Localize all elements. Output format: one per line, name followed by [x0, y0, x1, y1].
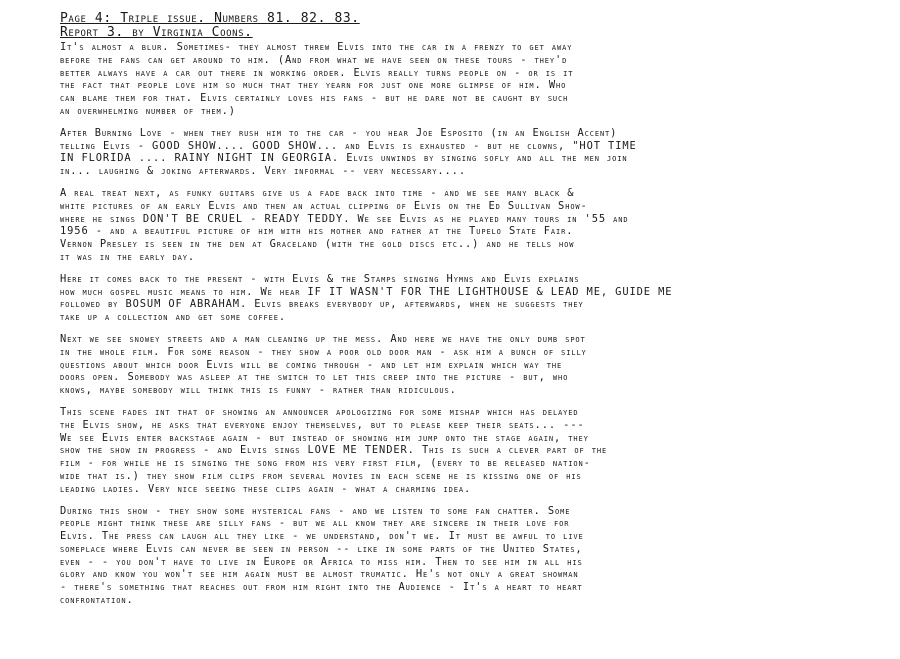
text-line: It's almost a blur. Sometimes- they almost threw Elvis into the car in a frenzy to get away — [60, 41, 573, 53]
text-line: Elvis. The press can laugh all they like - we understand, don't we. It must be awful to live — [60, 530, 584, 543]
text-line: knows, maybe somebody will think this is funny - rather than ridiculous. — [60, 384, 457, 397]
text-line: even - - you don't have to live in Europe or Africa to miss him. Then to see him in all his — [60, 555, 583, 568]
text-line: can blame them for that. Elvis certainly loves his fans - but he dare not be caught by such — [60, 92, 569, 105]
text-line: where he sings DON'T BE CRUEL - READY TEDDY. We see Elvis as he played many tours in '55 and — [60, 212, 629, 225]
paragraph — [60, 273, 864, 324]
text-line: before the fans can get around to him. (And from what we have seen on these tours - they'd — [60, 53, 568, 66]
text-line: leading ladies. Very nice seeing these clips again - what a charming idea. — [60, 482, 472, 495]
text-line: the Elvis show, he asks that everyone enjoy themselves, but to please keep their seats... --- — [60, 418, 585, 431]
text-line: - there's something that reaches out from him right into the Audience - It's a heart to heart — [60, 581, 583, 594]
text-line: people might think these are silly fans - but we all know they are sincere in their love for — [60, 517, 570, 530]
text-line: film - for while he is singing the song from his very first film, (every to be released nation- — [60, 457, 591, 470]
text-line: This scene fades int that of showing an announcer apologizing for some mishap which has delayed — [60, 405, 579, 418]
text-line: an overwhelming number of them.) — [60, 104, 236, 117]
text-line: in the whole film. For some reason - they show a poor old door man - ask him a bunch of silly — [60, 345, 587, 358]
text-line: someplace where Elvis can never be seen in person -- like in some parts of the United States, — [60, 542, 583, 555]
paragraph — [60, 333, 864, 397]
paragraph — [60, 406, 864, 496]
text-line: During this show - they show some hysterical fans - and we listen to some fan chatter. Some — [60, 504, 571, 517]
text-line: how much gospel music means to him. We hear IF IT WASN'T FOR THE LIGHTHOUSE & LEAD ME, GUIDE ME — [60, 285, 673, 298]
text-line: Next we see snowey streets and a man cleaning up the mess. And here we have the only dumb spot — [60, 332, 586, 345]
text-line: questions about which door Elvis will be coming through - and let him explain which way the — [60, 358, 563, 371]
text-line: better always have a car out there in working order. Elvis really turns people on - or is it — [60, 66, 574, 79]
text-line: show the show in progress - and Elvis sings LOVE ME TENDER. This is such a clever part of the — [60, 444, 608, 457]
text-line: IN FLORIDA .... RAINY NIGHT IN GEORGIA. Elvis unwinds by singing sofly and all the men join — [60, 152, 628, 165]
text-line: A real treat next, as funky guitars give us a fade back into time - and we see many black & — [60, 186, 575, 199]
text-line: it was in the early day. — [60, 250, 195, 263]
text-line: wide that is.) they show film clips from several movies in each scene he is kissing one of his — [60, 469, 582, 482]
text-line: white pictures of an early Elvis and then an actual clipping of Elvis on the Ed Sullivan Show- — [60, 199, 588, 212]
text-line: Here it comes back to the present - with Elvis & the Stamps singing Hymns and Elvis explains — [60, 272, 580, 285]
paragraph — [60, 505, 864, 607]
text-line: the fact that people love him so much that they yearn for just one more glimpse of him. Who — [60, 79, 567, 92]
text-line: glory and know you won't see him again must be almost trumatic. He's not only a great showman — [60, 568, 579, 581]
text-line: followed by BOSUM OF ABRAHAM. Elvis breaks everybody up, afterwards, when he suggests they — [60, 298, 584, 311]
report-byline: Report 3. by Virginia Coons. — [60, 25, 253, 40]
text-line: in... laughing & joking afterwards. Very informal -- very necessary.... — [60, 165, 466, 178]
text-line: confrontation. — [60, 594, 134, 607]
text-line: After Burning Love - when they rush him to the car - you hear Joe Esposito (in an English Accent) — [60, 126, 618, 139]
text-line: take up a collection and get some coffee. — [60, 311, 287, 324]
text-line: 1956 - and a beautiful picture of him with his mother and father at the Tupelo State Fair. — [60, 225, 574, 238]
text-line: telling Elvis - GOOD SHOW.... GOOD SHOW... and Elvis is exhausted - but he clowns, "HOT TIME — [60, 139, 637, 152]
text-line: Vernon Presley is seen in the den at Graceland (with the gold discs etc..) and he tells how — [60, 238, 575, 251]
paragraph — [60, 127, 864, 178]
paragraph — [60, 41, 864, 118]
text-line: We see Elvis enter backstage again - but instead of showing him jump onto the stage again, they — [60, 431, 589, 444]
page-title: Page 4: Triple issue. Numbers 81. 82. 83. — [60, 11, 360, 26]
paragraph — [60, 187, 864, 264]
text-line: doors open. Somebody was asleep at the switch to let this creep into the picture - but, who — [60, 371, 569, 384]
